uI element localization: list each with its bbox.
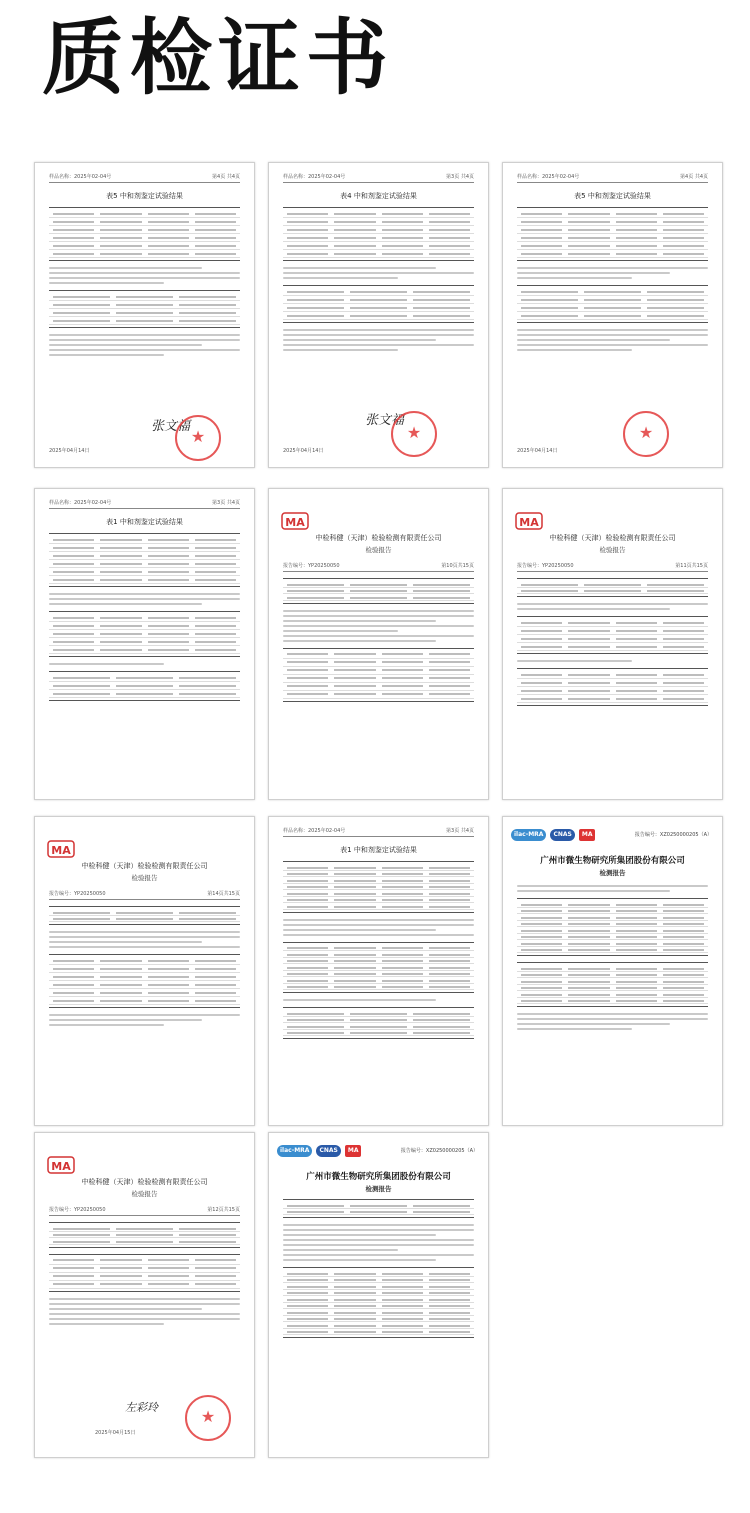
- table-header: 表5 中和剂鉴定试验结果: [106, 192, 183, 200]
- cnas-badge-icon: CNAS: [316, 1145, 340, 1157]
- svg-text:MA: MA: [51, 844, 71, 857]
- cma-logo-icon: [47, 1155, 75, 1175]
- org-name: 中检科健（天津）检验检测有限责任公司: [315, 534, 442, 542]
- org-name: 广州市微生物研究所集团股份有限公司: [540, 856, 685, 866]
- red-seal-icon: ★: [185, 1395, 231, 1441]
- meta-right: 第12页共15页: [207, 1207, 240, 1213]
- cma-logo-icon: [281, 511, 309, 531]
- meta-left: 报告编号：YP20250050: [49, 1207, 106, 1213]
- signature: 张文福: [365, 413, 405, 428]
- certificate-page-11[interactable]: [268, 1132, 489, 1458]
- meta-left: 样品名称：2025年02-04号: [49, 500, 112, 506]
- certificate-page-5[interactable]: [268, 488, 489, 800]
- signature: 左彩玲: [125, 1401, 158, 1414]
- red-seal-icon: ★: [623, 411, 669, 457]
- org-name: 中检科健（天津）检验检测有限责任公司: [549, 534, 676, 542]
- doc-type: 检验报告: [599, 546, 626, 554]
- meta-left: 样品名称：2025年02-04号: [283, 828, 346, 834]
- doc-type: 检测报告: [599, 869, 626, 877]
- meta-right: 第3页 共4页: [446, 828, 474, 834]
- certificate-page-3[interactable]: [502, 162, 723, 468]
- org-name: 中检科健（天津）检验检测有限责任公司: [81, 1178, 208, 1186]
- meta-right: 第4页 共4页: [212, 174, 240, 180]
- signature: 张文福: [151, 419, 191, 434]
- doc-type: 检验报告: [131, 1190, 158, 1198]
- cnas-badge-icon: CNAS: [550, 829, 574, 841]
- certificate-page-8[interactable]: [268, 816, 489, 1126]
- meta-right: 第14页共15页: [207, 891, 240, 897]
- meta-right: 第3页 共4页: [446, 174, 474, 180]
- cma-badge-icon: MA: [345, 1145, 362, 1157]
- date: 2025年04月14日: [49, 448, 90, 454]
- ilac-badge-icon: ilac-MRA: [511, 829, 546, 841]
- ilac-badge-icon: ilac-MRA: [277, 1145, 312, 1157]
- meta-left: 样品名称：2025年02-04号: [49, 174, 112, 180]
- certificate-page-7[interactable]: [34, 816, 255, 1126]
- table-header: 表1 中和剂鉴定试验结果: [106, 518, 183, 526]
- certificate-page-10[interactable]: [34, 1132, 255, 1458]
- meta-left: 报告编号：YP20250050: [49, 891, 106, 897]
- red-seal-icon: ★: [175, 415, 221, 461]
- date: 2025年04月14日: [283, 448, 324, 454]
- report-number: 报告编号：XZ0250000205（A）: [400, 1148, 478, 1154]
- svg-text:MA: MA: [519, 516, 539, 529]
- certificate-page-2[interactable]: [268, 162, 489, 468]
- page-title: 质检证书: [42, 11, 395, 106]
- cma-logo-icon: [47, 839, 75, 859]
- doc-type: 检验报告: [131, 874, 158, 882]
- date: 2025年04月15日: [95, 1430, 136, 1436]
- meta-left: 报告编号：YP20250050: [283, 563, 340, 569]
- meta-left: 样品名称：2025年02-04号: [517, 174, 580, 180]
- svg-text:MA: MA: [285, 516, 305, 529]
- meta-right: 第4页 共4页: [680, 174, 708, 180]
- certificate-page-6[interactable]: [502, 488, 723, 800]
- date: 2025年04月14日: [517, 448, 558, 454]
- red-seal-icon: ★: [391, 411, 437, 457]
- doc-type: 检测报告: [365, 1185, 392, 1193]
- meta-right: 第3页 共4页: [212, 500, 240, 506]
- cma-badge-icon: MA: [579, 829, 596, 841]
- accreditation-badges: [511, 829, 595, 841]
- table-header: 表4 中和剂鉴定试验结果: [340, 192, 417, 200]
- certificate-page-4[interactable]: [34, 488, 255, 800]
- svg-text:MA: MA: [51, 1160, 71, 1173]
- certificate-page-9[interactable]: [502, 816, 723, 1126]
- table-header: 表5 中和剂鉴定试验结果: [574, 192, 651, 200]
- org-name: 广州市微生物研究所集团股份有限公司: [306, 1172, 451, 1182]
- meta-right: 第10页共15页: [441, 563, 474, 569]
- report-number: 报告编号：XZ0250000205（A）: [634, 832, 712, 838]
- org-name: 中检科健（天津）检验检测有限责任公司: [81, 862, 208, 870]
- meta-left: 报告编号：YP20250050: [517, 563, 574, 569]
- meta-left: 样品名称：2025年02-04号: [283, 174, 346, 180]
- meta-right: 第11页共15页: [675, 563, 708, 569]
- accreditation-badges: [277, 1145, 361, 1157]
- table-header: 表1 中和剂鉴定试验结果: [340, 846, 417, 854]
- doc-type: 检验报告: [365, 546, 392, 554]
- certificate-page-1[interactable]: [34, 162, 255, 468]
- cma-logo-icon: [515, 511, 543, 531]
